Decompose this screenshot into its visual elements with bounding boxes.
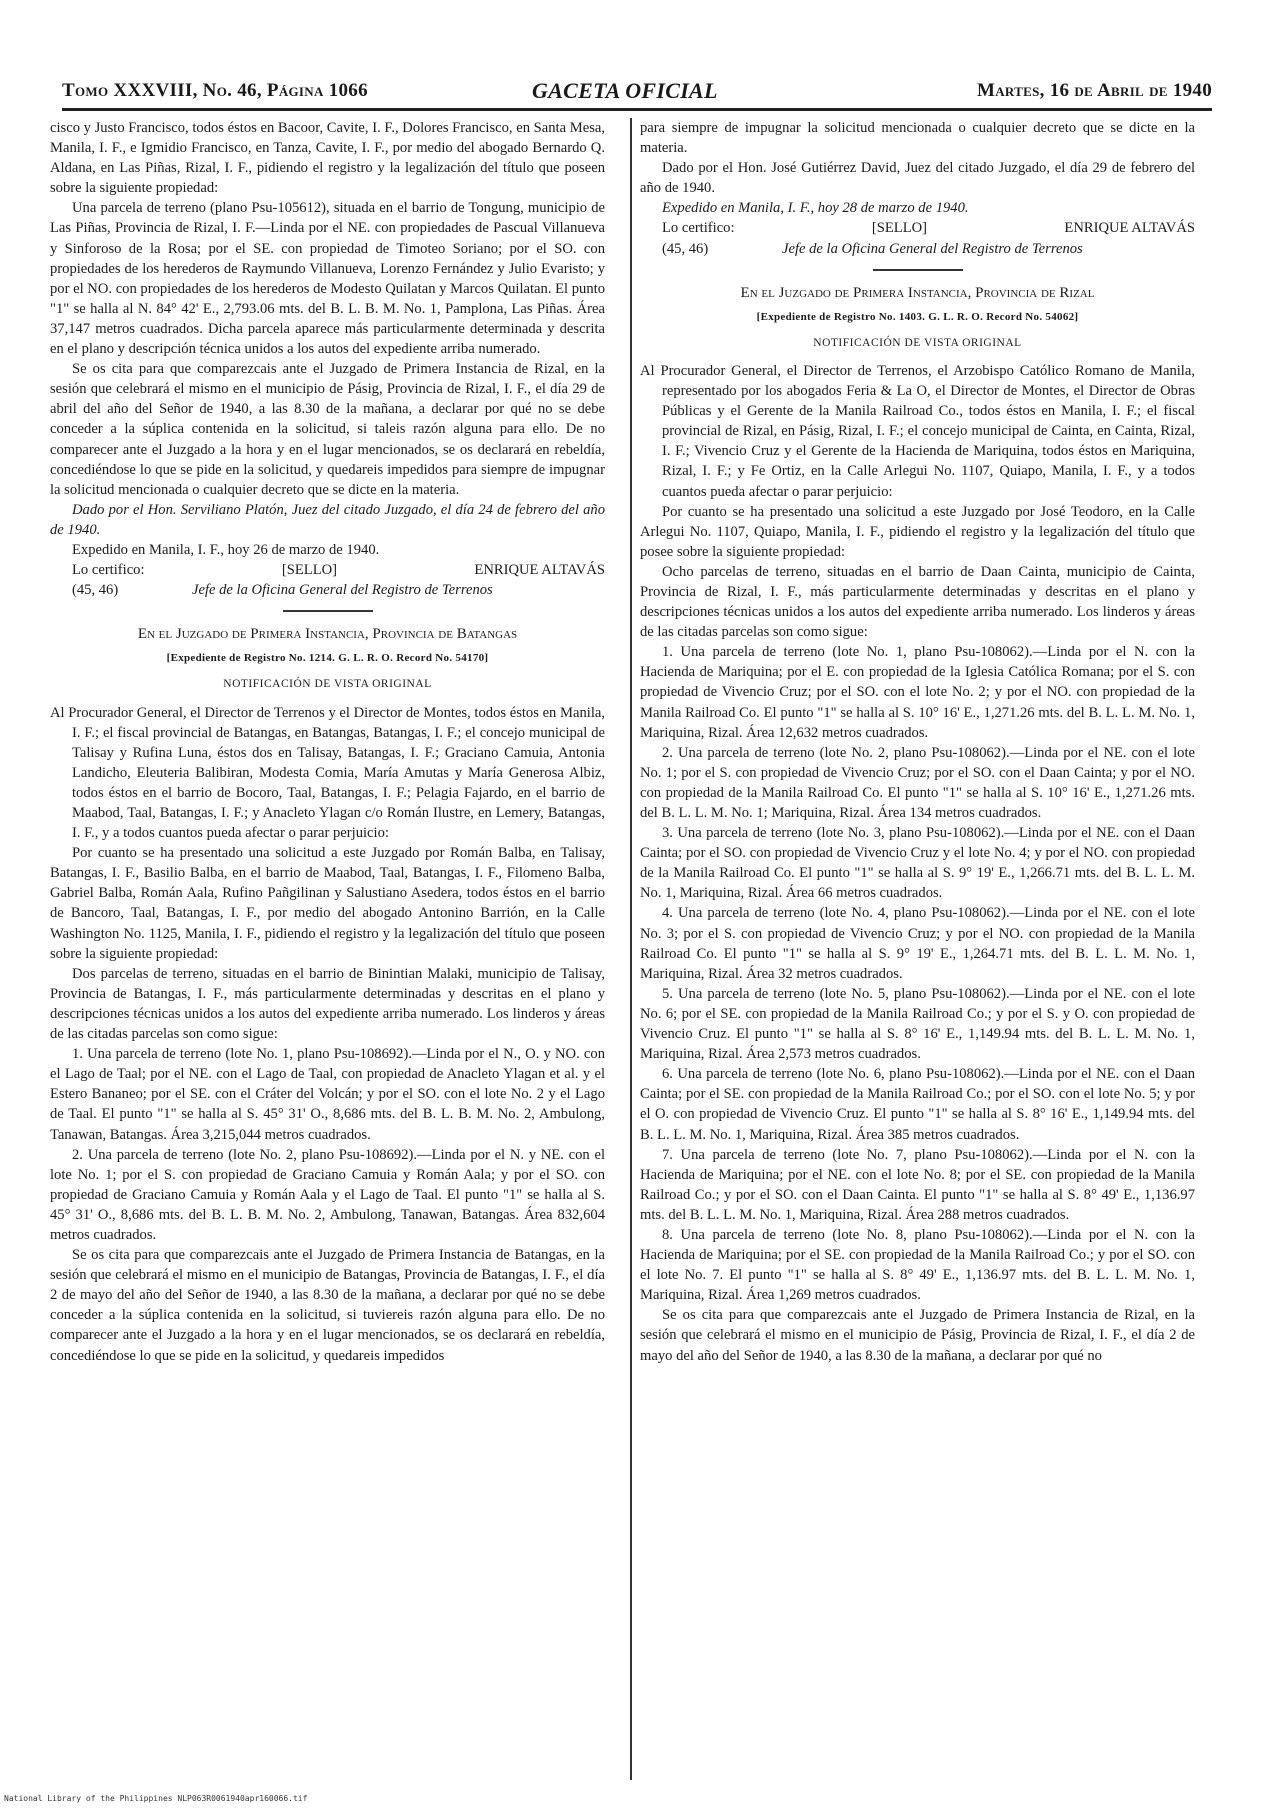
paragraph: 2. Una parcela de terreno (lote No. 2, plano Psu-108062).—Linda por el NE. con el lote No. 1; por el S. con propiedad de Vivencio Cruz; por el SO. con el Daan Cainta; y por el NO. con propiedad de la Manila Railroad Co. El punto "1" se halla al S. 10° 16' E., 1,271.26 mts. del B. L. L. M. No. 1; Mariquina, Rizal. Área 134 metros cuadrados.: [640, 744, 1195, 821]
certification-title-line: [50, 580, 605, 600]
paragraph: Dado por el Hon. José Gutiérrez David, Juez del citado Juzgado, el día 29 de febrero del año de 1940.: [640, 160, 1195, 197]
left-column: [50, 118, 605, 1366]
paragraph: Por cuanto se ha presentado una solicitud a este Juzgado por Román Balba, en Talisay, Batangas, I. F., Basilio Balba, en el barrio de Maabod, Taal, Batangas, I. F., Filomeno Balba, Gabriel Balba, Román Aala, Rufino Pañgilinan y Salustiano Asedera, todos éstos en el barrio de Bancoro, Taal, Batangas, I. F., por medio del abogado Antonino Barrión, en la Calle Washington No. 1125, Manila, I. F., pidiendo el registro y la legalización del título que poseen sobre la siguiente propiedad:: [50, 845, 605, 962]
section-separator: [873, 269, 963, 271]
paragraph: 3. Una parcela de terreno (lote No. 3, plano Psu-108062).—Linda por el NE. con el Daan Cainta; por el SO. con propiedad de Vivencio Cruz y el lote No. 4; y por el NO. con propiedad de la Manila Railroad Co. El punto "1" se halla al S. 9° 19' E., 1,266.71 mts. del B. L. L. M. No. 1, Mariquina, Rizal. Área 66 metros cuadrados.: [640, 825, 1195, 902]
court-heading: En el Juzgado de Primera Instancia, Provincia de Rizal: [740, 284, 1095, 301]
cert-title: Jefe de la Oficina General del Registro de Terrenos: [192, 582, 493, 599]
certification-title-line: [640, 239, 1195, 259]
paragraph: para siempre de impugnar la solicitud mencionada o cualquier decreto que se dicte en la materia.: [640, 120, 1195, 157]
paragraph: 1. Una parcela de terreno (lote No. 1, plano Psu-108062).—Linda por el N. con la Hacienda de Mariquina; por el E. con propiedad de la Iglesia Católica Romana; por el S. con propiedad de Vivencio Cruz; por el SO. con el lote No. 2; y por el NO. con propiedad de la Manila Railroad Co. El punto "1" se halla al S. 10° 16' E., 1,271.26 mts. del B. L. L. M. No. 1, Mariquina, Rizal. Área 12,632 metros cuadrados.: [640, 644, 1195, 741]
notice-title: NOTIFICACIÓN DE VISTA ORIGINAL: [813, 336, 1022, 349]
certification-line: [50, 560, 605, 580]
cert-number: (45, 46): [72, 582, 119, 599]
paragraph: Expedido en Manila, I. F., hoy 28 de marzo de 1940.: [662, 200, 969, 217]
paragraph: Se os cita para que comparezcais ante el Juzgado de Primera Instancia de Rizal, en la sesión que celebrará el mismo en el municipio de Pásig, Provincia de Rizal, I. F., el día 29 de abril del año del Señor de 1940, a las 8.30 de la mañana, a declarar por qué no se debe conceder a la súplica contenida en la solicitud, si taleis razón alguna para ello. De no comparecer ante el Juzgado a la hora y en el lugar mencionados, se os declarará en rebeldía, concediéndose lo que se pide en la solicitud, y quedareis impedidos para siempre de impugnar la solicitud mencionada o cualquier decreto que se dicte en la materia.: [50, 361, 605, 498]
paragraph: Ocho parcelas de terreno, situadas en el barrio de Daan Cainta, municipio de Cainta, Provincia de Rizal, I. F., más particularmente determinadas y descritas en el plano y descripciones técnicas unidos a los autos del expediente arriba numerado. Los linderos y áreas de las citadas parcelas son como sigue:: [640, 563, 1195, 641]
paragraph: 8. Una parcela de terreno (lote No. 8, plano Psu-108062).—Linda por el N. con la Hacienda de Mariquina; por el SE. con propiedad de la Manila Railroad Co.; y por el SO. con el lote No. 7. El punto "1" se halla al S. 8° 49' E., 1,136.97 mts. del B. L. L. M. No. 1, Mariquina, Rizal. Área 1,269 metros cuadrados.: [640, 1226, 1195, 1304]
paragraph: Dos parcelas de terreno, situadas en el barrio de Binintian Malaki, municipio de Talisay, Provincia de Batangas, I. F., más particularmente determinadas y descritas en el plano y descripciones técnicas unidos a los autos del expediente arriba numerado. Los linderos y áreas de las citadas parcelas son como sigue:: [50, 965, 605, 1043]
paragraph: Una parcela de terreno (plano Psu-105612), situada en el barrio de Tongung, municipio de Las Piñas, Provincia de Rizal, I. F.—Linda por el NE. con propiedades de Pascual Villanueva y Sinforoso de la Rosa; por el SE. con propiedad de Timoteo Soriano; por el SO. con propiedades de los herederos de Raymundo Villanueva, Lorenzo Fernández y Julio Evaristo; y por el NO. con propiedades de los herederos de Modesto Quilatan y Marcos Quilatan. El punto "1" se halla al N. 84° 42' E., 2,793.06 mts. del B. L. B. M. No. 1, Pamplona, Las Piñas. Área 37,147 metros cuadrados. Dicha parcela aparece más particularmente determinada y descrita en el plano y descripción técnica unidos a los autos del expediente arriba numerado.: [50, 200, 605, 358]
section-separator: [283, 610, 373, 612]
notice-title: NOTIFICACIÓN DE VISTA ORIGINAL: [223, 678, 432, 691]
paragraph: cisco y Justo Francisco, todos éstos en Bacoor, Cavite, I. F., Dolores Francisco, en Santa Mesa, Manila, I. F., e Igmidio Francisco, en Tanza, Cavite, I. F., por medio del abogado Bernardo Q. Aldana, en Las Piñas, Rizal, I. F., pidiendo el registro y la legalización del título que poseen sobre la siguiente propiedad:: [50, 120, 605, 197]
header-date: Martes, 16 de Abril de 1940: [976, 80, 1212, 101]
cert-label: Lo certifico:: [72, 562, 145, 579]
cert-name: ENRIQUE ALTAVÁS: [474, 562, 605, 579]
cert-seal: [SELLO]: [871, 220, 928, 237]
record-reference: [Expediente de Registro No. 1403. G. L. R. O. Record No. 54062]: [756, 310, 1079, 323]
cert-seal: [SELLO]: [281, 562, 338, 579]
record-reference: [Expediente de Registro No. 1214. G. L. R. O. Record No. 54170]: [166, 652, 489, 665]
cert-label: Lo certifico:: [662, 220, 735, 237]
cert-name: ENRIQUE ALTAVÁS: [1064, 220, 1195, 237]
paragraph: 6. Una parcela de terreno (lote No. 6, plano Psu-108062).—Linda por el NE. con el Daan Cainta; por el SE. con propiedad de la Manila Railroad Co.; por el SO. con el lote No. 5; y por el O. con propiedad de Vivencio Cruz. El punto "1" se halla al S. 8° 16' E., 1,149.94 mts. del B. L. L. M. No. 1, Mariquina, Rizal. Área 385 metros cuadrados.: [640, 1066, 1195, 1143]
cert-number: (45, 46): [662, 240, 709, 257]
right-column: [640, 118, 1195, 1366]
header-rule: [62, 108, 1212, 111]
paragraph: Al Procurador General, el Director de Terrenos y el Director de Montes, todos éstos en Manila, I. F.; el fiscal provincial de Batangas, en Batangas, Batangas, I. F.; el concejo municipal de Talisay y Rufina Luna, éstos dos en Talisay, Batangas, I. F.; Graciano Camuia, Antonia Landicho, Eleuteria Balibiran, Modesta Comia, María Amutas y María Generosa Albiz, todos éstos en el barrio de Bocoro, Taal, Batangas, I. F.; Pelagia Fajardo, en el barrio de Maabod, Taal, Batangas, I. F.; y Anacleto Ylagan c/o Román Ilustre, en Lemery, Batangas, I. F., y a todos cuantos pueda afectar o parar perjuicio:: [50, 704, 605, 842]
cert-title: Jefe de la Oficina General del Registro de Terrenos: [782, 240, 1083, 257]
column-divider: [630, 118, 632, 1780]
header-publication-title: GACETA OFICIAL: [532, 78, 718, 103]
paragraph: 2. Una parcela de terreno (lote No. 2, plano Psu-108692).—Linda por el N. y NE. con el lote No. 1; por el S. con propiedad de Graciano Camuia y Román Aala; y por el SO. con propiedad de Graciano Camuia y Román Aala y el Lago de Taal. El punto "1" se halla al S. 45° 31' O., 8,686 mts. del B. L. B. M. No. 2, Ambulong, Tanawan, Batangas. Área 832,604 metros cuadrados.: [50, 1146, 605, 1243]
paragraph: 4. Una parcela de terreno (lote No. 4, plano Psu-108062).—Linda por el NE. con el lote No. 3; por el S. con propiedad de Vivencio Cruz; y por el NO. con propiedad de la Manila Railroad Co. El punto "1" se halla al S. 9° 19' E., 1,264.71 mts. del B. L. L. M. No. 1, Mariquina, Rizal. Área 32 metros cuadrados.: [640, 905, 1195, 982]
paragraph: Expedido en Manila, I. F., hoy 26 de marzo de 1940.: [72, 541, 380, 558]
paragraph: Se os cita para que comparezcais ante el Juzgado de Primera Instancia de Batangas, en la sesión que celebrará el mismo en el municipio de Batangas, Provincia de Batangas, I. F., el día 2 de mayo del año del Señor de 1940, a las 8.30 de la mañana, a declarar por qué no se debe conceder a la súplica contenida en la solicitud, si tuviereis razón alguna para ello. De no comparecer ante el Juzgado a la hora y en el lugar mencionados, se os declarará en rebeldía, concediéndose lo que se pide en la solicitud, y quedareis impedidos: [50, 1247, 605, 1364]
header-volume-page: Tomo XXXVIII, No. 46, Página 1066: [62, 80, 368, 101]
paragraph: Se os cita para que comparezcais ante el Juzgado de Primera Instancia de Rizal, en la sesión que celebrará el mismo en el municipio de Pásig, Provincia de Rizal, I. F., el día 2 de mayo del año del Señor de 1940, a las 8.30 de la mañana, a declarar por qué no: [640, 1307, 1195, 1364]
page-header: [62, 76, 1212, 104]
paragraph: 5. Una parcela de terreno (lote No. 5, plano Psu-108062).—Linda por el NE. con el lote No. 6; por el SE. con propiedad de la Manila Railroad Co.; y por el S. y O. con propiedad de Vivencio Cruz. El punto "1" se halla al S. 8° 16' E., 1,149.94 mts. del B. L. L. M. No. 1, Mariquina, Rizal. Área 2,573 metros cuadrados.: [640, 985, 1195, 1063]
paragraph: Al Procurador General, el Director de Terrenos, el Arzobispo Católico Romano de Manila, representado por los abogados Feria & La O, el Director de Montes, el Director de Obras Públicas y el Gerente de la Manila Railroad Co., todos éstos en Manila, I. F.; el fiscal provincial de Rizal, en Pásig, Rizal, I. F.; el concejo municipal de Cainta, en Cainta, Rizal, I. F.; Vivencio Cruz y el Gerente de la Hacienda de Mariquina, todos éstos en Mariquina, Rizal, I. F.; y Fe Ortiz, en la Calle Arlegui No. 1107, Quiapo, Manila, I. F., y a todos cuantos pueda afectar o parar perjuicio:: [640, 362, 1195, 500]
paragraph: Dado por el Hon. Serviliano Platón, Juez del citado Juzgado, el día 24 de febrero del año de 1940.: [50, 501, 605, 538]
paragraph: 7. Una parcela de terreno (lote No. 7, plano Psu-108062).—Linda por el N. con la Hacienda de Mariquina; por el NE. con el lote No. 8; por el SE. con propiedad de la Manila Railroad Co.; y por el SO. con el Daan Cainta. El punto "1" se halla al S. 8° 49' E., 1,136.97 mts. del B. L. L. M. No. 1, Mariquina, Rizal. Área 288 metros cuadrados.: [640, 1146, 1195, 1223]
scan-footer: National Library of the Philippines NLP063R0061940apr160066.tif: [4, 1794, 308, 1803]
court-heading: En el Juzgado de Primera Instancia, Provincia de Batangas: [137, 626, 518, 643]
certification-line: [640, 218, 1195, 238]
paragraph: 1. Una parcela de terreno (lote No. 1, plano Psu-108692).—Linda por el N., O. y NO. con el Lago de Taal; por el NE. con el Lago de Taal, con propiedad de Anacleto Ylagan et al. y el Estero Bananeo; por el SE. con el Cráter del Volcán; y por el SO. con el lote No. 2 y el Lago de Taal. El punto "1" se halla al S. 45° 31' O., 8,686 mts. del B. L. B. M. No. 2, Ambulong, Tanawan, Batangas. Área 3,215,044 metros cuadrados.: [50, 1046, 605, 1143]
paragraph: Por cuanto se ha presentado una solicitud a este Juzgado por José Teodoro, en la Calle Arlegui No. 1107, Quiapo, Manila, I. F., pidiendo el registro y la legalización del título que posee sobre la siguiente propiedad:: [640, 503, 1195, 560]
